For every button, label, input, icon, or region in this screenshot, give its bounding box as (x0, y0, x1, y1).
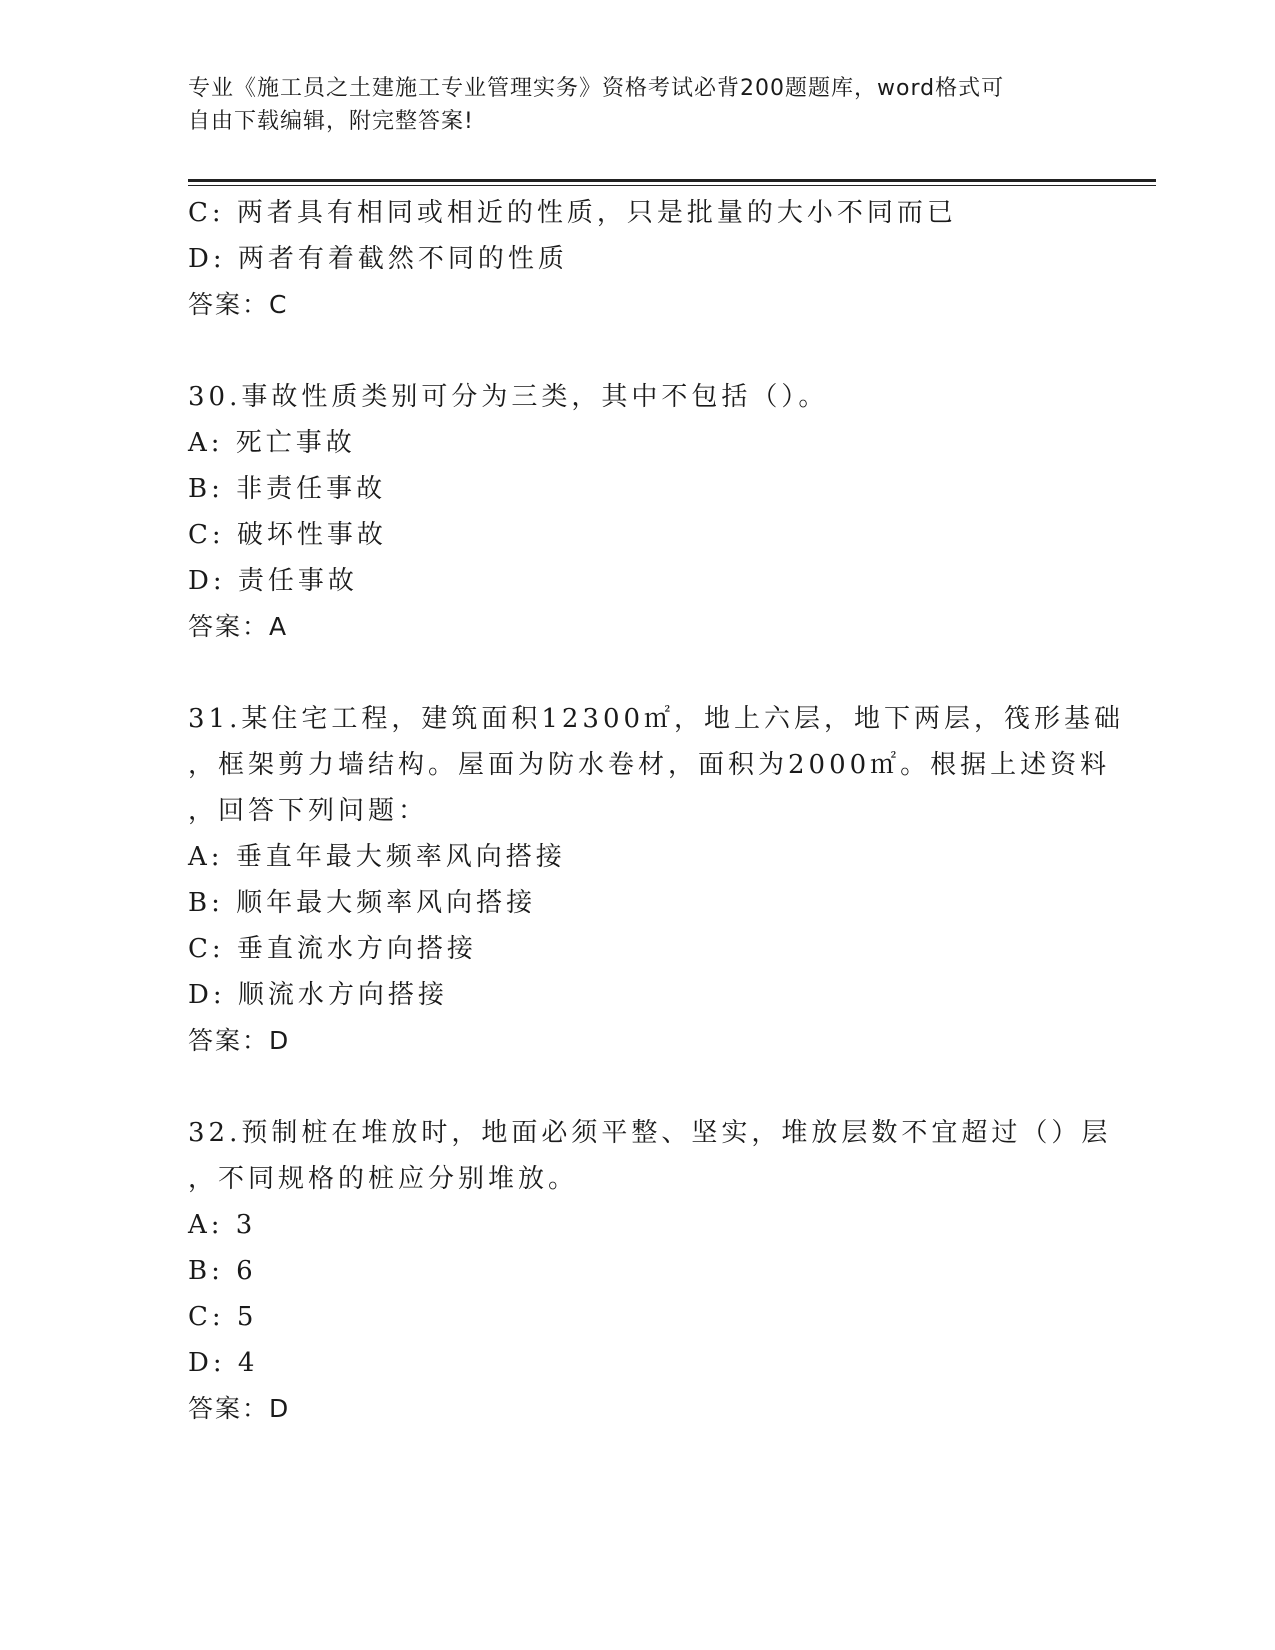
option-a: A: 3 (188, 1210, 257, 1240)
option-d: D: 责任事故 (188, 566, 358, 596)
answer: 答案：A (188, 612, 289, 641)
header-line-1: 专业《施工员之土建施工专业管理实务》资格考试必背200题题库，word格式可 (188, 76, 1005, 101)
option-a: A: 死亡事故 (188, 428, 356, 458)
question-32 (188, 1110, 1112, 1432)
question-text: 30.事故性质类别可分为三类，其中不包括（）。 (188, 382, 829, 412)
spacer (188, 1064, 1088, 1110)
spacer (188, 328, 1088, 374)
option-c: C: 5 (188, 1302, 258, 1332)
header-divider-thick (188, 179, 1156, 182)
question-text-line-3: ，回答下列问题： (188, 796, 429, 826)
spacer (188, 650, 1088, 696)
answer: 答案：D (188, 1026, 291, 1055)
option-c: C: 垂直流水方向搭接 (188, 934, 477, 964)
question-text-line-2: ，不同规格的桩应分别堆放。 (188, 1164, 579, 1194)
option-b: B: 非责任事故 (188, 474, 387, 504)
question-30 (188, 374, 1088, 650)
question-31 (188, 696, 1125, 1064)
answer: 答案：D (188, 1394, 291, 1423)
option-b: B: 6 (188, 1256, 257, 1286)
option-c: C: 两者具有相同或相近的性质，只是批量的大小不同而已 (188, 198, 957, 228)
question-content (188, 190, 1125, 1432)
document-header (188, 72, 1078, 138)
question-text-line-1: 31.某住宅工程，建筑面积12300㎡，地上六层，地下两层，筏形基础 (188, 704, 1125, 734)
question-text-line-1: 32.预制桩在堆放时，地面必须平整、坚实，堆放层数不宜超过（）层 (188, 1118, 1112, 1148)
previous-question-tail (188, 190, 1088, 328)
option-b: B: 顺年最大频率风向搭接 (188, 888, 537, 918)
question-text-line-2: ，框架剪力墙结构。屋面为防水卷材，面积为2000㎡。根据上述资料 (188, 750, 1111, 780)
header-line-2: 自由下载编辑，附完整答案! (188, 109, 474, 134)
option-a: A: 垂直年最大频率风向搭接 (188, 842, 566, 872)
option-c: C: 破坏性事故 (188, 520, 387, 550)
option-d: D: 两者有着截然不同的性质 (188, 244, 568, 274)
option-d: D: 4 (188, 1348, 259, 1378)
header-divider-thin (188, 185, 1156, 186)
option-d: D: 顺流水方向搭接 (188, 980, 448, 1010)
answer: 答案：C (188, 290, 289, 319)
